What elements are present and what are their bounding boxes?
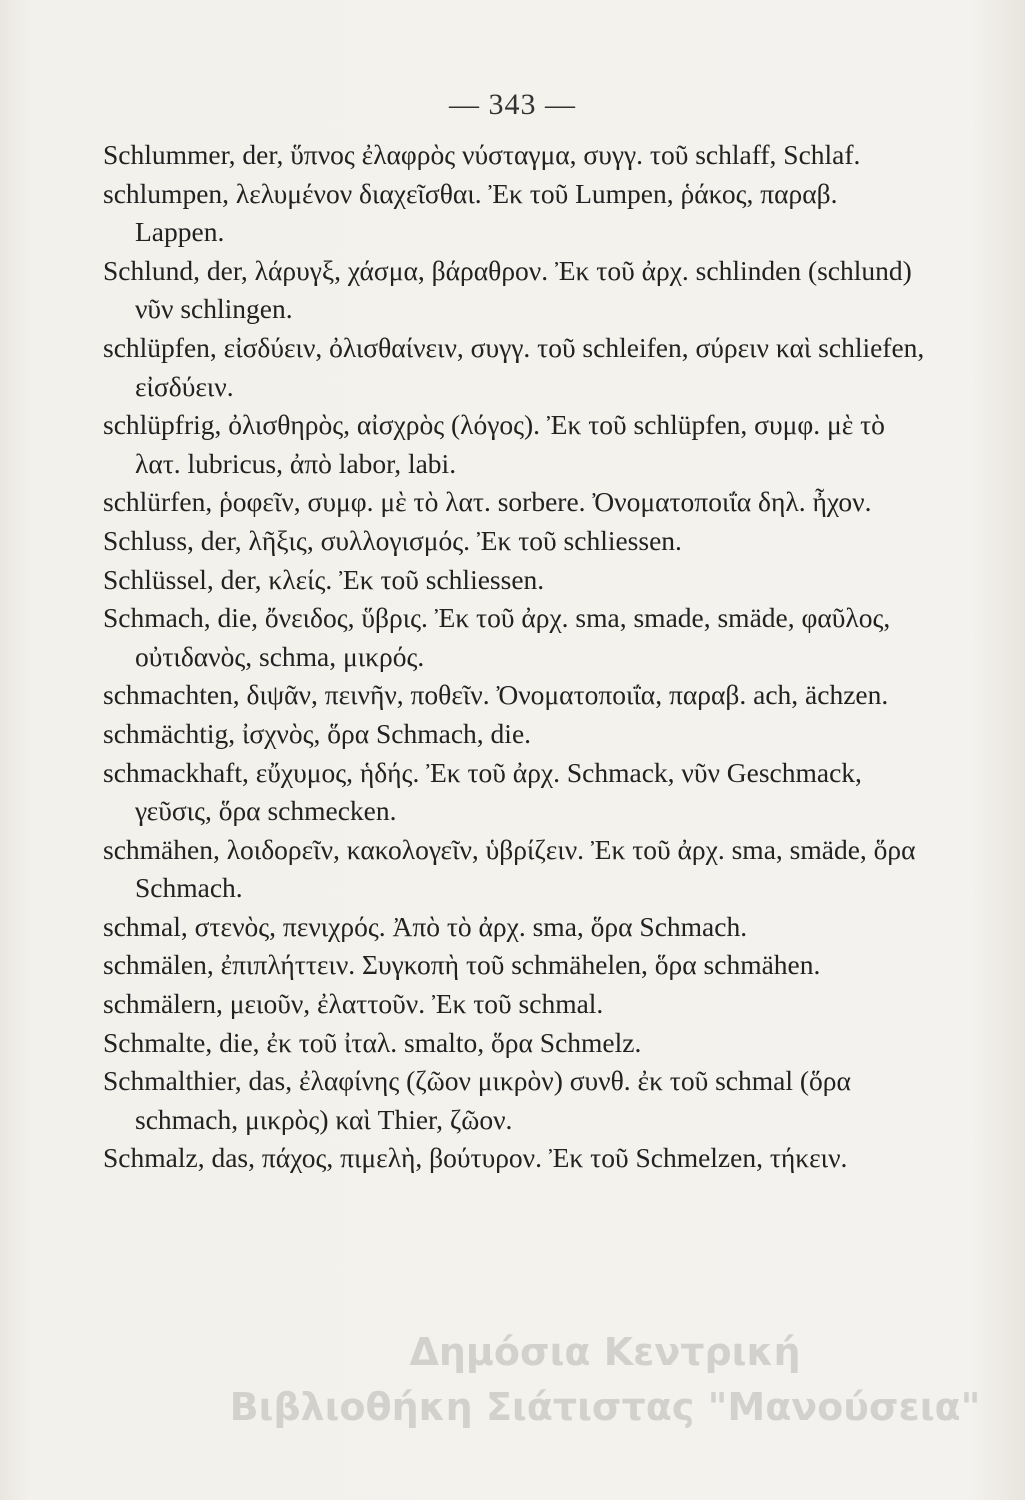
dictionary-entry: Schmalz, das, πάχος, πιμελὴ, βούτυρον. Ἐκ τοῦ Schmelzen, τήκειν. <box>103 1142 848 1174</box>
dictionary-entry: schlüpfen, εἰσδύειν, ὀλισθαίνειν, συγγ. τοῦ schleifen, σύρειν καὶ schliefen, εἰσδύειν. <box>103 331 925 402</box>
dictionary-entry: Schmalthier, das, ἐλαφίνης (ζῶον μικρὸν) συνθ. ἐκ τοῦ schmal (ὅρα schmach, μικρὸς) καὶ Thier, ζῶον. <box>103 1065 851 1135</box>
dictionary-entry: schmälern, μειοῦν, ἐλαττοῦν. Ἐκ τοῦ schmal. <box>103 988 604 1020</box>
dictionary-entry: schmachten, διψᾶν, πεινῆν, ποθεῖν. Ὀνοματοποιΐα, παραβ. ach, ächzen. <box>103 679 889 711</box>
dictionary-entry: schlürfen, ῥοφεῖν, συμφ. μὲ τὸ λατ. sorbere. Ὀνοματοποιΐα δηλ. ἦχον. <box>103 486 872 518</box>
dictionary-entry: schmackhaft, εὔχυμος, ἡδής. Ἐκ τοῦ ἀρχ. Schmack, νῦν Geschmack, γεῦσις, ὅρα schmecken. <box>103 756 862 827</box>
library-watermark-line2: Βιβλιοθήκη Σιάτιστας "Μανούσεια" <box>229 1385 981 1429</box>
dictionary-entry: schmähen, λοιδορεῖν, κακολογεῖν, ὑβρίζειν. Ἐκ τοῦ ἀρχ. sma, smäde, ὅρα Schmach. <box>103 833 916 904</box>
dictionary-entry: schlüpfrig, ὀλισθηρὸς, αἰσχρὸς (λόγος). Ἐκ τοῦ schlüpfen, συμφ. μὲ τὸ λατ. lubricus, ἀπὸ labor, labi. <box>103 409 885 479</box>
dictionary-entry: Schmach, die, ὄνειδος, ὕβρις. Ἐκ τοῦ ἀρχ. sma, smade, smäde, φαῦλος, οὐτιδανὸς, schma, μικρός. <box>103 602 891 672</box>
dictionary-entry: Schlüssel, der, κλείς. Ἐκ τοῦ schliessen. <box>103 563 545 595</box>
dictionary-entry: schlumpen, λελυμένον διαχεῖσθαι. Ἐκ τοῦ Lumpen, ῥάκος, παραβ. Lappen. <box>103 177 838 248</box>
dictionary-entry: Schlund, der, λάρυγξ, χάσμα, βάραθρον. Ἐκ τοῦ ἀρχ. schlinden (schlund) νῦν schlingen. <box>103 254 912 325</box>
dictionary-entry: schmächtig, ἰσχνὸς, ὅρα Schmach, die. <box>103 717 532 749</box>
dictionary-entries <box>103 136 933 1178</box>
dictionary-entry: Schmalte, die, ἐκ τοῦ ἰταλ. smalto, ὅρα Schmelz. <box>103 1026 642 1058</box>
library-watermark-line1: Δημόσια Κεντρική <box>409 1330 801 1374</box>
page-number: — 343 — <box>449 88 576 121</box>
dictionary-entry: Schluss, der, λῆξις, συλλογισμός. Ἐκ τοῦ schliessen. <box>103 524 682 556</box>
dictionary-entry: schmal, στενὸς, πενιχρός. Ἀπὸ τὸ ἀρχ. sma, ὅρα Schmach. <box>103 910 748 942</box>
dictionary-entry: Schlummer, der, ὕπνος ἐλαφρὸς νύσταγμα, συγγ. τοῦ schlaff, Schlaf. <box>103 139 861 170</box>
dictionary-entry: schmälen, ἐπιπλήττειν. Συγκοπὴ τοῦ schmähelen, ὅρα schmähen. <box>103 949 821 981</box>
